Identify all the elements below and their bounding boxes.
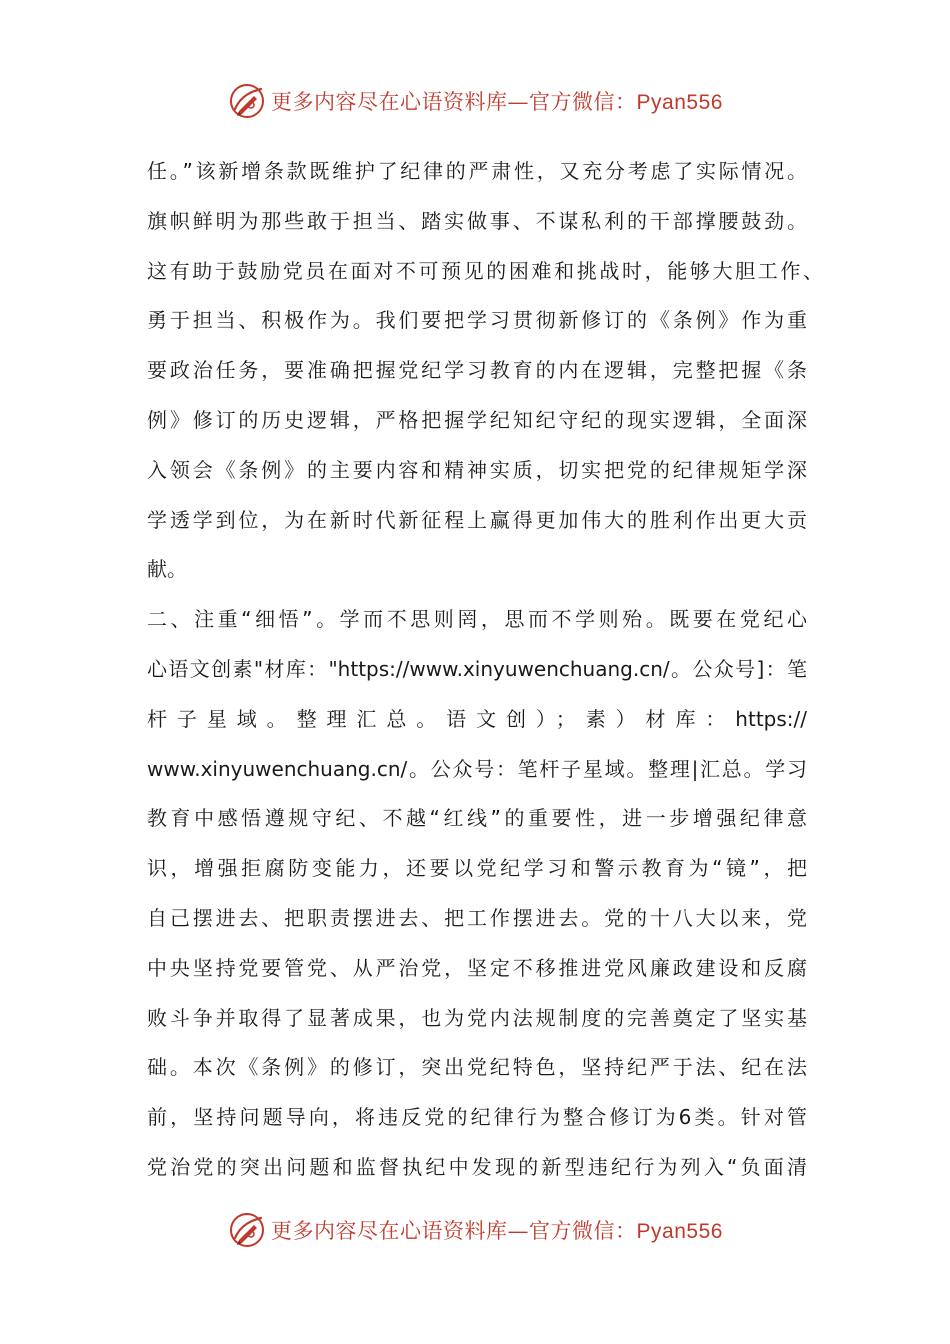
body-line: 败斗争并取得了显著成果，也为党内法规制度的完善奠定了坚实基 — [147, 1005, 807, 1030]
body-line: 任。”该新增条款既维护了纪律的严肃性，又充分考虑了实际情况。 — [147, 159, 807, 183]
body-line: 旗帜鲜明为那些敢于担当、踏实做事、不谋私利的干部撑腰鼓劲。 — [147, 208, 807, 233]
body-line: 献。 — [147, 557, 187, 582]
body-line: 党治党的突出问题和监督执纪中发现的新型违纪行为列入“负面清 — [147, 1154, 807, 1179]
body-line: 自己摆进去、把职责摆进去、把工作摆进去。党的十八大以来，党 — [147, 905, 807, 930]
header-wechat-id: Pyan556 — [636, 91, 723, 114]
footer-brand-text: 更多内容尽在心语资料库—官方微信： — [271, 1219, 637, 1243]
footer-banner — [0, 1207, 950, 1253]
body-line: 要政治任务，要准确把握党纪学习教育的内在逻辑，完整把握《条 — [147, 358, 807, 383]
document-body — [147, 147, 823, 1193]
body-line: www.xinyuwenchuang.cn/。公众号：笔杆子星域。整理|汇总。学习 — [147, 756, 807, 781]
body-line: 入领会《条例》的主要内容和精神实质，切实把党的纪律规矩学深 — [147, 457, 807, 482]
body-line: 勇于担当、积极作为。我们要把学习贯彻新修订的《条例》作为重 — [147, 308, 807, 333]
footer-banner-text — [271, 1215, 723, 1245]
pen-logo-icon — [227, 1210, 267, 1250]
header-banner-text — [271, 86, 723, 116]
body-line: 教育中感悟遵规守纪、不越“红线”的重要性，进一步增强纪律意 — [147, 806, 807, 831]
body-line: 学透学到位，为在新时代新征程上赢得更加伟大的胜利作出更大贡 — [147, 507, 807, 532]
body-line: 例》修订的历史逻辑，严格把握学纪知纪守纪的现实逻辑，全面深 — [147, 407, 807, 432]
body-line: 识，增强拒腐防变能力，还要以党纪学习和警示教育为“镜”，把 — [147, 856, 807, 881]
body-line: 二、注重“细悟”。学而不思则罔，思而不学则殆。既要在党纪心 — [147, 607, 807, 632]
header-banner — [0, 78, 950, 124]
body-line: 前，坚持问题导向，将违反党的纪律行为整合修订为6类。针对管 — [147, 1105, 807, 1130]
body-line: 中央坚持党要管党、从严治党，坚定不移推进党风廉政建设和反腐 — [147, 955, 807, 980]
body-line: 础。本次《条例》的修订，突出党纪特色，坚持纪严于法、纪在法 — [147, 1055, 807, 1080]
header-brand-text: 更多内容尽在心语资料库—官方微信： — [271, 90, 637, 114]
pen-logo-icon — [227, 81, 267, 121]
body-line: 杆子星域。整理汇总。语文创）；素）材库：https:// — [147, 706, 807, 731]
body-line: 心语文创素"材库："https://www.xinyuwenchuang.cn/。公众号]：笔 — [147, 656, 807, 681]
body-line: 这有助于鼓励党员在面对不可预见的困难和挑战时，能够大胆工作、 — [147, 258, 823, 283]
footer-wechat-id: Pyan556 — [636, 1220, 723, 1243]
